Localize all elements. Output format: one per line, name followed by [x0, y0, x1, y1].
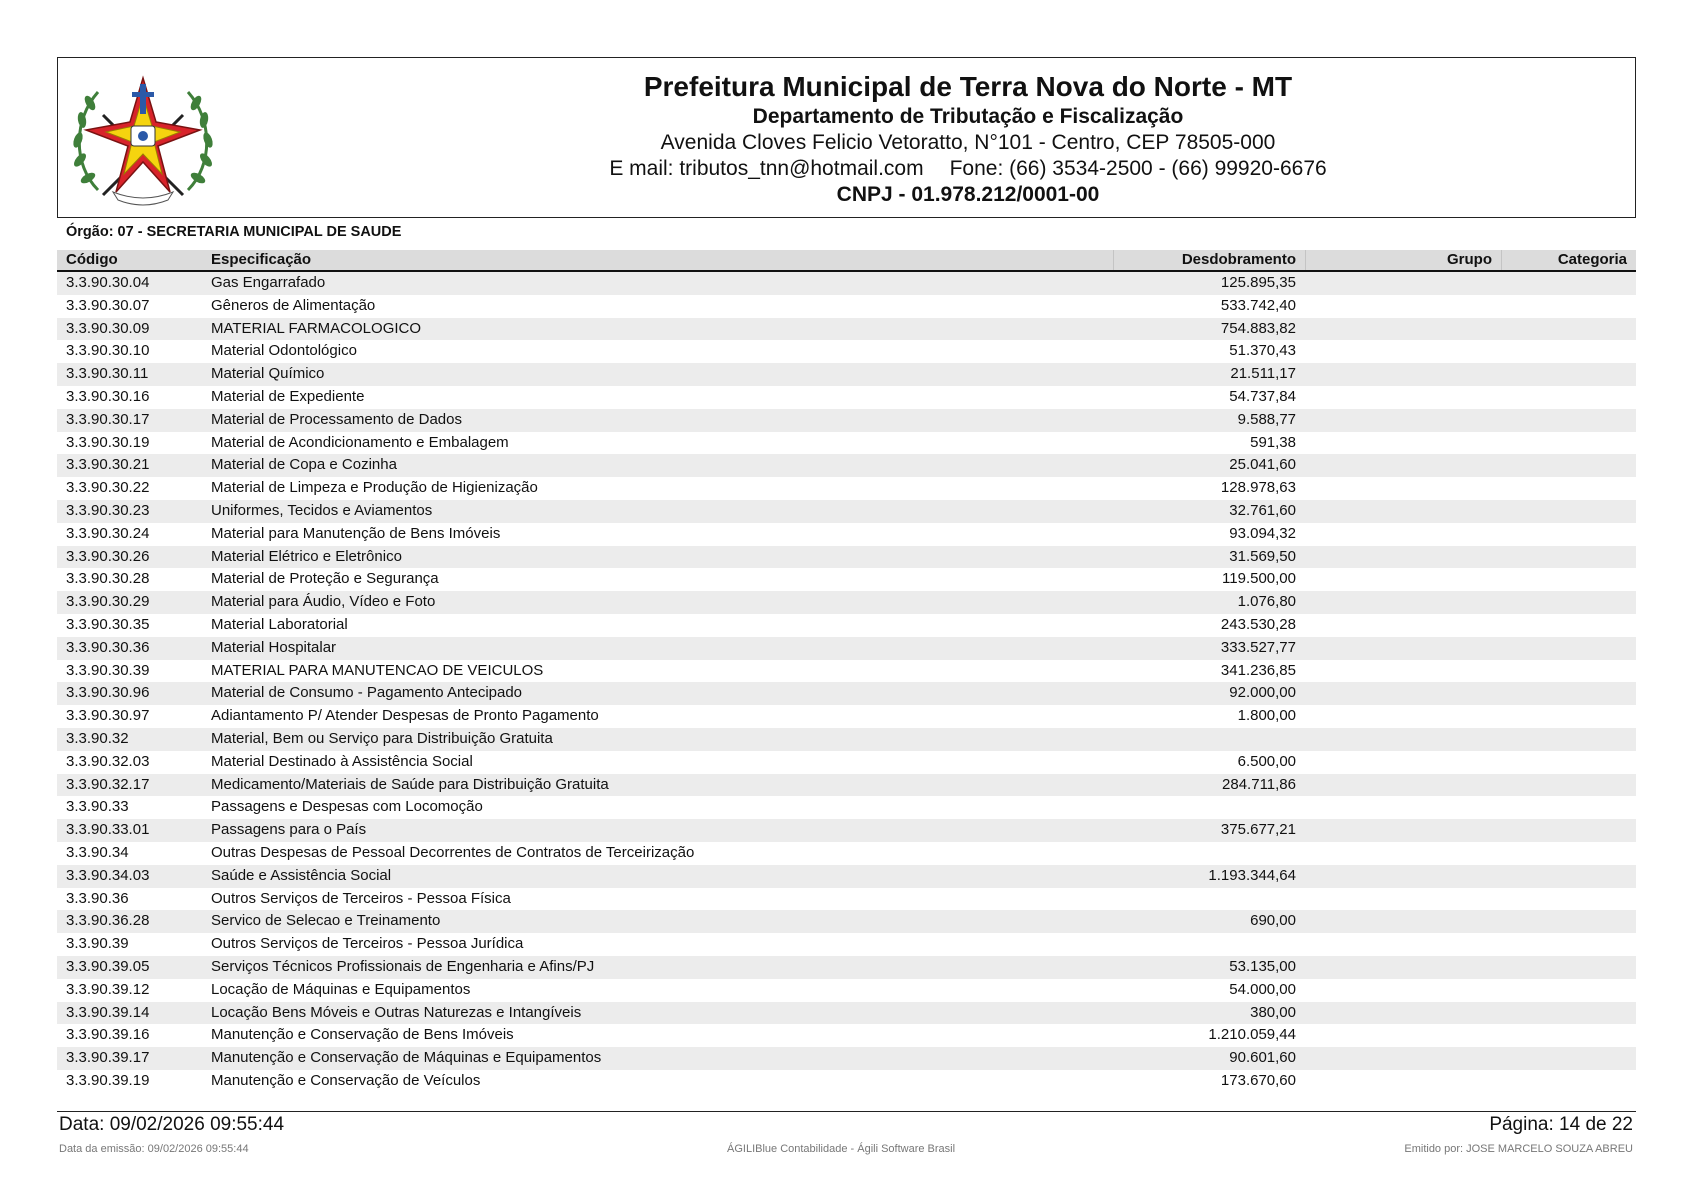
- cell-codigo: 3.3.90.30.07: [66, 296, 150, 314]
- cell-especificacao: Material Destinado à Assistência Social: [211, 752, 473, 770]
- table-row: [57, 728, 1636, 751]
- cell-desdobramento: 380,00: [1250, 1003, 1296, 1021]
- cell-especificacao: Locação de Máquinas e Equipamentos: [211, 980, 471, 998]
- table-row: [57, 409, 1636, 432]
- header-email: E mail: tributos_tnn@hotmail.com: [609, 157, 924, 180]
- cell-especificacao: Material de Processamento de Dados: [211, 410, 462, 428]
- table-row: [57, 1024, 1636, 1047]
- cell-codigo: 3.3.90.39.05: [66, 957, 150, 975]
- cell-codigo: 3.3.90.30.19: [66, 433, 150, 451]
- cell-especificacao: Manutenção e Conservação de Máquinas e Equipamentos: [211, 1049, 602, 1067]
- footer-divider: [57, 1111, 1636, 1112]
- table-row: [57, 796, 1636, 819]
- cell-especificacao: Manutenção e Conservação de Veículos: [211, 1071, 481, 1089]
- cell-desdobramento: 1.210.059,44: [1208, 1026, 1296, 1044]
- cell-desdobramento: 119.500,00: [1222, 570, 1296, 588]
- header-department: Departamento de Tributação e Fiscalização: [752, 105, 1184, 128]
- cell-codigo: 3.3.90.30.16: [66, 387, 150, 405]
- cell-desdobramento: 25.041,60: [1229, 456, 1296, 474]
- table-row: [57, 546, 1636, 569]
- table-row: [57, 1070, 1636, 1093]
- cell-codigo: 3.3.90.36.28: [66, 912, 150, 930]
- table-row: [57, 1002, 1636, 1025]
- cell-codigo: 3.3.90.32.03: [66, 752, 150, 770]
- table-body: [57, 272, 1636, 1093]
- cell-desdobramento: 591,38: [1250, 433, 1296, 451]
- table-row: [57, 682, 1636, 705]
- cell-codigo: 3.3.90.30.97: [66, 707, 150, 725]
- cell-desdobramento: 1.800,00: [1237, 707, 1296, 725]
- report-header: [57, 57, 1636, 218]
- table-row: [57, 318, 1636, 341]
- cell-desdobramento: 533.742,40: [1220, 296, 1296, 314]
- cell-codigo: 3.3.90.30.26: [66, 547, 150, 565]
- coat-of-arms-icon: [68, 70, 218, 207]
- cell-especificacao: Gas Engarrafado: [211, 274, 326, 291]
- orgao-title: Órgão: 07 - SECRETARIA MUNICIPAL DE SAUDE: [66, 224, 402, 240]
- cell-desdobramento: 92.000,00: [1229, 684, 1296, 702]
- cell-codigo: 3.3.90.34.03: [66, 866, 150, 884]
- cell-desdobramento: 31.569,50: [1229, 547, 1296, 565]
- cell-codigo: 3.3.90.30.11: [66, 365, 149, 383]
- cell-codigo: 3.3.90.39.12: [66, 980, 150, 998]
- cell-codigo: 3.3.90.30.39: [66, 661, 150, 679]
- cell-especificacao: Material para Manutenção de Bens Imóveis: [211, 524, 501, 542]
- footer-emission-date: Data da emissão: 09/02/2026 09:55:44: [59, 1143, 249, 1155]
- cell-desdobramento: 375.677,21: [1220, 821, 1296, 839]
- cell-codigo: 3.3.90.39.14: [66, 1003, 150, 1021]
- page-number: Página: 14 de 22: [1489, 1114, 1633, 1135]
- cell-desdobramento: 173.670,60: [1220, 1071, 1296, 1089]
- column-header-desdobramento: Desdobramento: [1113, 250, 1305, 270]
- cell-desdobramento: 754.883,82: [1220, 319, 1296, 337]
- cell-desdobramento: 243.530,28: [1220, 615, 1296, 633]
- cell-desdobramento: 53.135,00: [1229, 957, 1296, 975]
- header-text-block: [478, 70, 1458, 208]
- table-row: [57, 363, 1636, 386]
- cell-especificacao: Outras Despesas de Pessoal Decorrentes de Contratos de Terceirização: [211, 843, 695, 861]
- cell-especificacao: Material de Consumo - Pagamento Antecipado: [211, 684, 523, 702]
- footer-issued-by: Emitido por: JOSE MARCELO SOUZA ABREU: [1404, 1143, 1633, 1155]
- cell-codigo: 3.3.90.30.29: [66, 593, 150, 611]
- cell-codigo: 3.3.90.30.22: [66, 479, 150, 497]
- column-header-especificacao: Especificação: [205, 250, 1113, 270]
- cell-especificacao: Material de Copa e Cozinha: [211, 456, 397, 474]
- table-row: [57, 705, 1636, 728]
- cell-codigo: 3.3.90.30.04: [66, 274, 150, 291]
- table-row: [57, 910, 1636, 933]
- table-row: [57, 340, 1636, 363]
- column-header-codigo: Código: [57, 250, 205, 270]
- cell-codigo: 3.3.90.30.23: [66, 501, 150, 519]
- header-address: Avenida Cloves Felicio Vetoratto, N°101 - Centro, CEP 78505-000: [660, 131, 1276, 154]
- header-cnpj: CNPJ - 01.978.212/0001-00: [836, 183, 1100, 206]
- table-row: [57, 865, 1636, 888]
- table-header: [57, 250, 1636, 272]
- cell-especificacao: Material de Limpeza e Produção de Higienização: [211, 479, 538, 497]
- cell-especificacao: Material Químico: [211, 365, 325, 383]
- table-row: [57, 933, 1636, 956]
- cell-especificacao: Locação Bens Móveis e Outras Naturezas e Intangíveis: [211, 1003, 582, 1021]
- cell-codigo: 3.3.90.30.96: [66, 684, 150, 702]
- cell-especificacao: Material Elétrico e Eletrônico: [211, 547, 402, 565]
- table-row: [57, 842, 1636, 865]
- cell-codigo: 3.3.90.39.16: [66, 1026, 150, 1044]
- cell-desdobramento: 690,00: [1250, 912, 1296, 930]
- table-row: [57, 819, 1636, 842]
- cell-especificacao: Manutenção e Conservação de Bens Imóveis: [211, 1026, 514, 1044]
- cell-especificacao: Material Laboratorial: [211, 615, 348, 633]
- cell-desdobramento: 90.601,60: [1229, 1049, 1296, 1067]
- table-row: [57, 272, 1636, 295]
- cell-especificacao: Outros Serviços de Terceiros - Pessoa Jurídica: [211, 935, 524, 953]
- cell-especificacao: Medicamento/Materiais de Saúde para Distribuição Gratuita: [211, 775, 609, 793]
- cell-codigo: 3.3.90.30.21: [66, 456, 150, 474]
- table-row: [57, 751, 1636, 774]
- cell-especificacao: Material de Acondicionamento e Embalagem: [211, 433, 509, 451]
- table-row: [57, 774, 1636, 797]
- cell-desdobramento: 333.527,77: [1220, 638, 1296, 656]
- cell-codigo: 3.3.90.30.09: [66, 319, 150, 337]
- cell-desdobramento: 51.370,43: [1229, 342, 1296, 360]
- cell-codigo: 3.3.90.39: [66, 935, 129, 953]
- cell-desdobramento: 284.711,86: [1222, 775, 1296, 793]
- table-row: [57, 591, 1636, 614]
- table-row: [57, 454, 1636, 477]
- table-row: [57, 568, 1636, 591]
- cell-codigo: 3.3.90.30.28: [66, 570, 150, 588]
- cell-codigo: 3.3.90.30.10: [66, 342, 150, 360]
- cell-codigo: 3.3.90.39.19: [66, 1071, 150, 1089]
- footer-software: ÁGILIBlue Contabilidade - Ágili Software Brasil: [727, 1143, 956, 1155]
- cell-codigo: 3.3.90.32: [66, 729, 129, 747]
- header-title: Prefeitura Municipal de Terra Nova do Norte - MT: [643, 71, 1293, 102]
- expense-table: [57, 250, 1636, 1093]
- cell-especificacao: Passagens e Despesas com Locomoção: [211, 798, 483, 816]
- cell-codigo: 3.3.90.33.01: [66, 821, 150, 839]
- table-row: [57, 888, 1636, 911]
- cell-desdobramento: 54.737,84: [1229, 387, 1296, 405]
- cell-especificacao: Gêneros de Alimentação: [211, 296, 376, 314]
- cell-codigo: 3.3.90.30.35: [66, 615, 150, 633]
- table-row: [57, 956, 1636, 979]
- cell-especificacao: Material, Bem ou Serviço para Distribuição Gratuita: [211, 729, 553, 747]
- table-row: [57, 1047, 1636, 1070]
- cell-desdobramento: 1.076,80: [1237, 593, 1296, 611]
- table-row: [57, 477, 1636, 500]
- cell-especificacao: Adiantamento P/ Atender Despesas de Pronto Pagamento: [211, 707, 599, 725]
- header-phone: Fone: (66) 3534-2500 - (66) 99920-6676: [949, 157, 1327, 180]
- cell-especificacao: Material de Expediente: [211, 387, 365, 405]
- cell-especificacao: Saúde e Assistência Social: [211, 866, 392, 884]
- cell-codigo: 3.3.90.30.17: [66, 410, 150, 428]
- table-row: [57, 660, 1636, 683]
- table-row: [57, 386, 1636, 409]
- cell-especificacao: Uniformes, Tecidos e Aviamentos: [211, 501, 433, 519]
- cell-codigo: 3.3.90.30.36: [66, 638, 150, 656]
- table-row: [57, 500, 1636, 523]
- cell-codigo: 3.3.90.39.17: [66, 1049, 150, 1067]
- cell-desdobramento: 21.511,17: [1230, 365, 1296, 383]
- cell-especificacao: Passagens para o País: [211, 821, 367, 839]
- cell-desdobramento: 1.193.344,64: [1208, 866, 1296, 884]
- cell-codigo: 3.3.90.34: [66, 843, 129, 861]
- cell-especificacao: Material Hospitalar: [211, 638, 337, 656]
- cell-especificacao: Material Odontológico: [211, 342, 357, 360]
- cell-especificacao: MATERIAL FARMACOLOGICO: [211, 319, 422, 337]
- cell-especificacao: Serviços Técnicos Profissionais de Engenharia e Afins/PJ: [211, 957, 595, 975]
- table-row: [57, 637, 1636, 660]
- table-row: [57, 614, 1636, 637]
- cell-codigo: 3.3.90.32.17: [66, 775, 150, 793]
- cell-especificacao: Servico de Selecao e Treinamento: [211, 912, 441, 930]
- cell-desdobramento: 6.500,00: [1237, 752, 1296, 770]
- table-row: [57, 432, 1636, 455]
- cell-especificacao: Outros Serviços de Terceiros - Pessoa Física: [211, 889, 511, 907]
- cell-codigo: 3.3.90.36: [66, 889, 129, 907]
- cell-desdobramento: 128.978,63: [1220, 479, 1296, 497]
- header-contact: [478, 156, 1458, 182]
- table-row: [57, 523, 1636, 546]
- cell-especificacao: Material de Proteção e Segurança: [211, 570, 439, 588]
- table-row: [57, 295, 1636, 318]
- cell-desdobramento: 32.761,60: [1229, 501, 1296, 519]
- cell-especificacao: MATERIAL PARA MANUTENCAO DE VEICULOS: [211, 661, 544, 679]
- column-header-categoria: Categoria: [1501, 250, 1636, 270]
- cell-desdobramento: 93.094,32: [1229, 524, 1296, 542]
- cell-desdobramento: 9.588,77: [1237, 410, 1296, 428]
- cell-codigo: 3.3.90.30.24: [66, 524, 150, 542]
- cell-especificacao: Material para Áudio, Vídeo e Foto: [211, 593, 436, 611]
- cell-desdobramento: 54.000,00: [1229, 980, 1296, 998]
- cell-codigo: 3.3.90.33: [66, 798, 129, 816]
- footer-date: Data: 09/02/2026 09:55:44: [59, 1114, 285, 1135]
- column-header-grupo: Grupo: [1305, 250, 1501, 270]
- cell-desdobramento: 125.895,35: [1220, 274, 1296, 291]
- table-row: [57, 979, 1636, 1002]
- cell-desdobramento: 341.236,85: [1220, 661, 1296, 679]
